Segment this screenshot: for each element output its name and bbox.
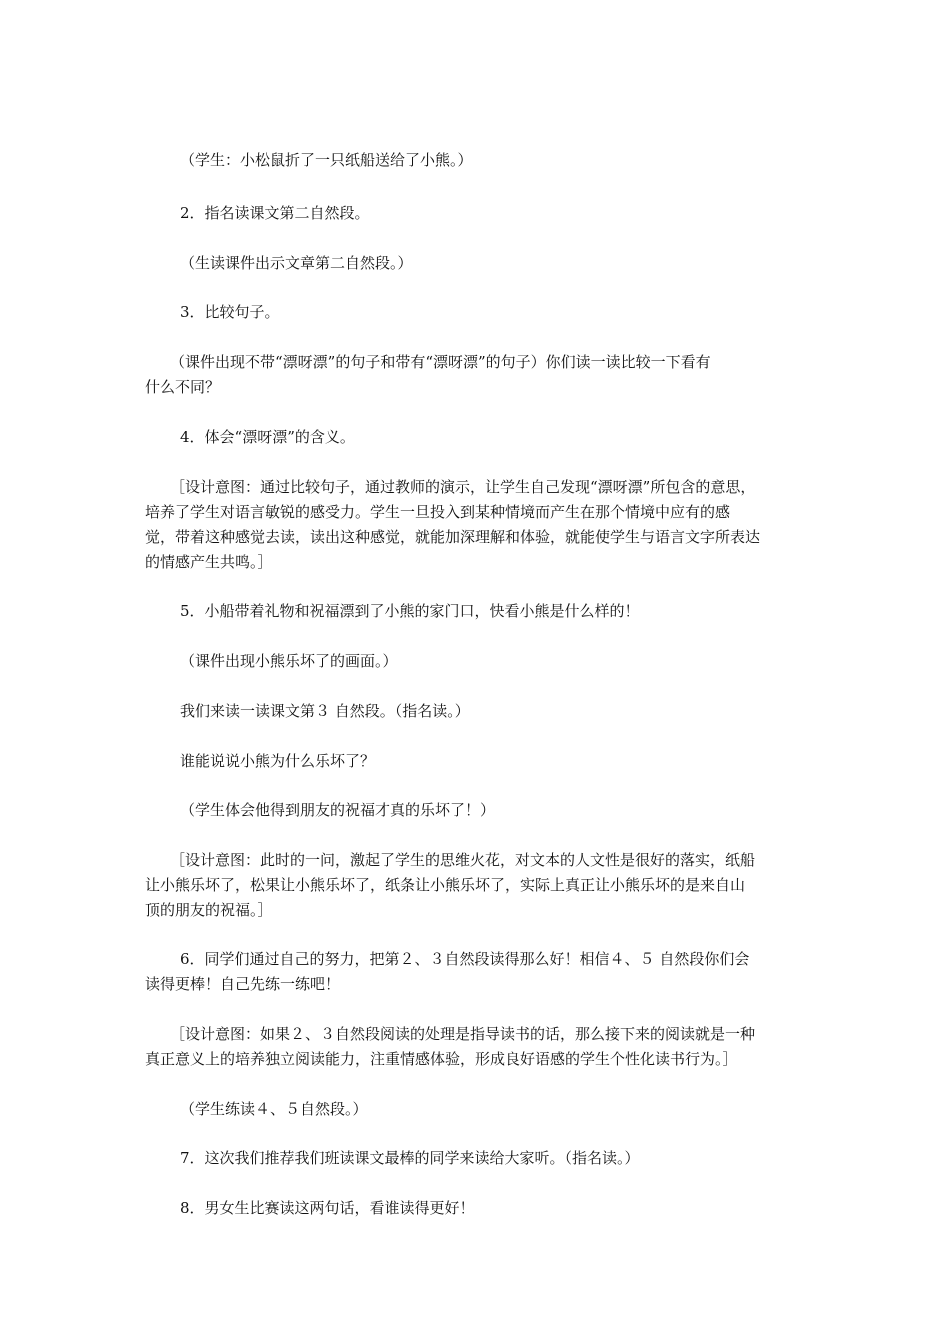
step-3: 3．比较句子。 <box>180 303 280 321</box>
design-intent-1-line2: 培养了学生对语言敏锐的感受力。学生一旦投入到某种情境而产生在那个情境中应有的感 <box>145 503 731 521</box>
paragraph-compare-line2: 什么不同？ <box>145 378 221 396</box>
design-intent-1-line3: 觉，带着这种感觉去读，读出这种感觉，就能加深理解和体验，就能使学生与语言文字所表达 <box>145 528 761 546</box>
design-intent-2-line1: ［设计意图：此时的一问，激起了学生的思维火花，对文本的人文性是很好的落实，纸船 <box>170 851 756 869</box>
paragraph-courseware-2: （生读课件出示文章第二自然段。） <box>180 254 413 272</box>
design-intent-2-line3: 顶的朋友的祝福。］ <box>145 901 273 919</box>
paragraph-practice: （学生练读４、５自然段。） <box>180 1100 368 1118</box>
design-intent-2-line2: 让小熊乐坏了，松果让小熊乐坏了，纸条让小熊乐坏了，实际上真正让小熊乐坏的是来自山 <box>145 876 746 894</box>
design-intent-3-line1: ［设计意图：如果２、３自然段阅读的处理是指导读书的话，那么接下来的阅读就是一种 <box>170 1025 756 1043</box>
design-intent-1-line4: 的情感产生共鸣。］ <box>145 553 273 571</box>
design-intent-3-line2: 真正意义上的培养独立阅读能力，注重情感体验，形成良好语感的学生个性化读书行为。］ <box>145 1050 738 1068</box>
paragraph-question: 谁能说说小熊为什么乐坏了？ <box>180 752 376 770</box>
step-2: 2．指名读课文第二自然段。 <box>180 204 370 222</box>
design-intent-1-line1: ［设计意图：通过比较句子，通过教师的演示，让学生自己发现“漂呀漂”所包含的意思， <box>170 478 756 496</box>
step-4: 4．体会“漂呀漂”的含义。 <box>180 428 355 446</box>
step-8: 8．男女生比赛读这两句话，看谁读得更好！ <box>180 1199 475 1217</box>
step-6-line1: 6．同学们通过自己的努力，把第２、３自然段读得那么好！相信４、５ 自然段你们会 <box>180 950 750 968</box>
step-5: 5．小船带着礼物和祝福漂到了小熊的家门口，快看小熊是什么样的！ <box>180 602 640 620</box>
paragraph-compare-line1: （课件出现不带“漂呀漂”的句子和带有“漂呀漂”的句子）你们读一读比较一下看有 <box>170 353 711 371</box>
paragraph-student-feeling: （学生体会他得到朋友的祝福才真的乐坏了！） <box>180 801 496 819</box>
step-6-line2: 读得更棒！自己先练一练吧！ <box>145 975 341 993</box>
paragraph-courseware-bear: （课件出现小熊乐坏了的画面。） <box>180 652 398 670</box>
step-7: 7．这次我们推荐我们班读课文最棒的同学来读给大家听。（指名读。） <box>180 1149 640 1167</box>
paragraph-read-third: 我们来读一读课文第３ 自然段。（指名读。） <box>180 702 470 720</box>
paragraph-student-answer: （学生：小松鼠折了一只纸船送给了小熊。） <box>180 151 473 169</box>
